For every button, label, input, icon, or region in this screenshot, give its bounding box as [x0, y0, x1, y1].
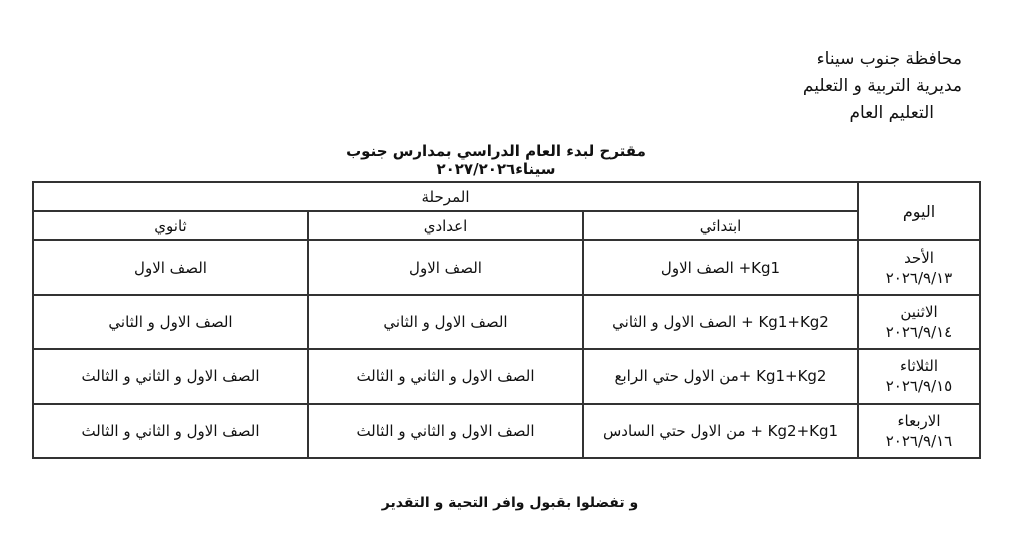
secondary-cell: الصف الاول و الثاني و الثالث [33, 404, 308, 458]
preparatory-cell: الصف الاول و الثاني و الثالث [308, 349, 583, 403]
primary-cell: Kg1+Kg2 +من الاول حتي الرابع [583, 349, 858, 403]
preparatory-cell: الصف الاول و الثاني و الثالث [308, 404, 583, 458]
preparatory-cell: الصف الاول و الثاني [308, 295, 583, 349]
day-column-header: اليوم [858, 182, 980, 240]
day-date: ٢٠٢٦/٩/١٣ [885, 268, 953, 287]
closing-line: و تفضلوا بقبول وافر التحية و التقدير [381, 495, 639, 511]
preparatory-column-header: اعدادي [308, 211, 583, 240]
day-name: الأحد [904, 248, 934, 267]
day-cell [858, 295, 980, 349]
table-row [33, 295, 980, 349]
preparatory-cell: الصف الاول [308, 240, 583, 294]
day-cell [858, 404, 980, 458]
day-date: ٢٠٢٦/٩/١٦ [885, 431, 953, 450]
primary-cell: Kg1+ الصف الاول [583, 240, 858, 294]
letterhead [803, 46, 962, 127]
primary-cell: Kg1+Kg2 + الصف الاول و الثاني [583, 295, 858, 349]
governorate-name: محافظة جنوب سيناء [816, 49, 962, 69]
table-row [33, 349, 980, 403]
secondary-column-header: ثانوي [33, 211, 308, 240]
stage-column-header: المرحلة [33, 182, 858, 211]
day-name: الاثنين [900, 302, 938, 321]
schedule-table [32, 181, 981, 459]
primary-column-header: ابتدائي [583, 211, 858, 240]
primary-cell: Kg2+Kg1 + من الاول حتي السادس [583, 404, 858, 458]
directorate-name: مديرية التربية و التعليم [802, 76, 962, 96]
department-name: التعليم العام [849, 103, 934, 123]
day-cell [858, 240, 980, 294]
table-row [33, 404, 980, 458]
day-date: ٢٠٢٦/٩/١٥ [885, 377, 953, 396]
secondary-cell: الصف الاول و الثاني [33, 295, 308, 349]
day-name: الثلاثاء [899, 357, 938, 376]
day-cell [858, 349, 980, 403]
secondary-cell: الصف الاول و الثاني و الثالث [33, 349, 308, 403]
secondary-cell: الصف الاول [33, 240, 308, 294]
document-title: مقترح لبدء العام الدراسي بمدارس جنوب سيناء٢٠٢٧/٢٠٢٦ [346, 142, 646, 178]
day-date: ٢٠٢٦/٩/١٤ [885, 322, 953, 341]
table-row [33, 240, 980, 294]
day-name: الاربعاء [897, 411, 941, 430]
